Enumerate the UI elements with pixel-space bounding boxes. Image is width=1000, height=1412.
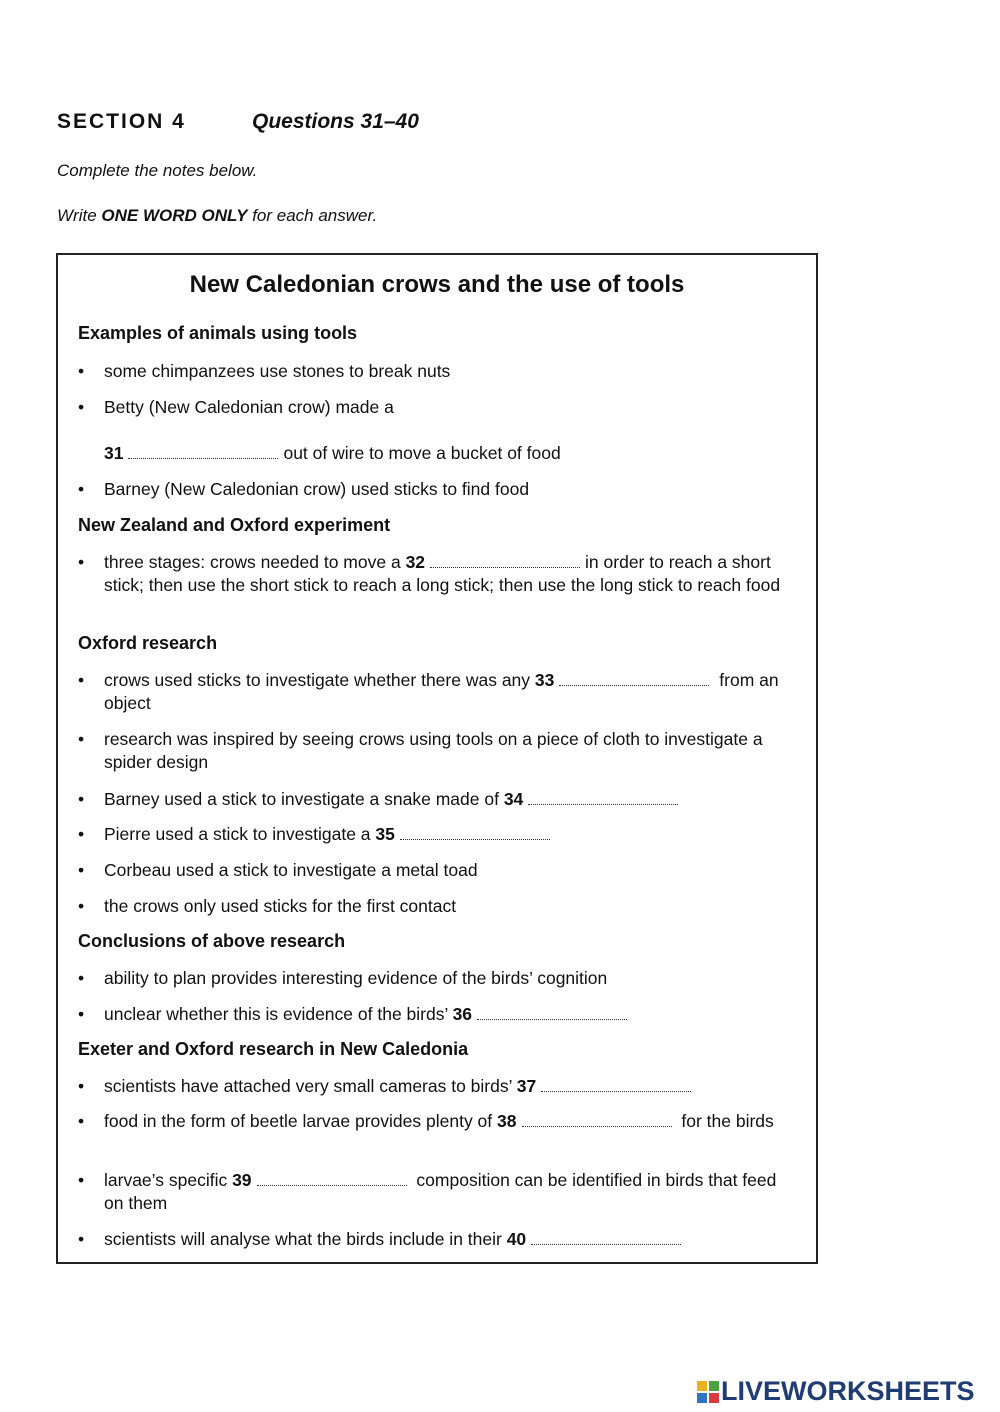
liveworksheets-logo-icon	[697, 1381, 719, 1403]
instruction-complete-notes: Complete the notes below.	[57, 161, 258, 180]
list-item-q37: • scientists have attached very small cameras to birds’ 37	[78, 1075, 793, 1098]
answer-blank-36[interactable]	[477, 1015, 627, 1020]
list-item-q38: • food in the form of beetle larvae provides plenty of 38 for the birds	[78, 1111, 774, 1131]
list-item: • the crows only used sticks for the first contact	[78, 896, 457, 916]
subheading-conclusions: Conclusions of above research	[78, 931, 346, 951]
question-number: 37	[516, 1076, 537, 1096]
answer-blank-31[interactable]	[128, 454, 278, 459]
section-heading: SECTION 4	[57, 110, 186, 133]
question-number: 33	[534, 670, 555, 690]
list-item: • ability to plan provides interesting evidence of the birds’ cognition	[78, 968, 608, 988]
list-item-q32: • three stages: crows needed to move a 32 in order to reach a short stick; then use the short stick to reach a long stick; then use the long stick to reach food	[78, 552, 781, 595]
list-item-q36: • unclear whether this is evidence of the birds’ 36	[78, 1003, 793, 1026]
list-item-q31: 31 out of wire to move a bucket of food	[104, 443, 561, 463]
instruction-word-limit: Write ONE WORD ONLY for each answer.	[57, 206, 378, 225]
subheading-nz-oxford: New Zealand and Oxford experiment	[78, 515, 391, 535]
question-number: 38	[497, 1111, 517, 1131]
list-item-q40: • scientists will analyse what the birds include in their 40	[78, 1228, 793, 1251]
question-number: 34	[503, 789, 524, 809]
logo-text: LIVEWORKSHEETS	[721, 1376, 975, 1406]
list-item: • Barney (New Caledonian crow) used sticks to find food	[78, 479, 530, 499]
list-item: • some chimpanzees use stones to break nuts	[78, 361, 451, 381]
notes-title: New Caledonian crows and the use of tools	[189, 271, 685, 298]
question-number: 36	[452, 1004, 473, 1024]
list-item: • research was inspired by seeing crows using tools on a piece of cloth to investigate a spider design	[78, 729, 763, 772]
answer-blank-32[interactable]	[430, 563, 580, 568]
liveworksheets-logo	[697, 1376, 975, 1407]
answer-blank-33[interactable]	[559, 681, 709, 686]
question-number: 39	[232, 1170, 252, 1190]
subheading-animals-tools: Examples of animals using tools	[78, 323, 358, 343]
list-item-q33: • crows used sticks to investigate whether there was any 33 from an object	[78, 670, 779, 713]
question-number: 35	[375, 824, 395, 844]
list-item: • Betty (New Caledonian crow) made a	[78, 397, 394, 417]
question-number: 31	[104, 443, 124, 463]
questions-range: Questions 31–40	[252, 110, 419, 133]
subheading-exeter-oxford: Exeter and Oxford research in New Caledonia	[78, 1039, 469, 1059]
answer-blank-38[interactable]	[522, 1122, 672, 1127]
answer-blank-37[interactable]	[541, 1087, 691, 1092]
list-item-q39: • larvae’s specific 39 composition can be identified in birds that feed on them	[78, 1170, 777, 1213]
list-item-q34: • Barney used a stick to investigate a snake made of 34	[78, 788, 793, 811]
subheading-oxford-research: Oxford research	[78, 633, 218, 653]
answer-blank-40[interactable]	[531, 1240, 681, 1245]
question-number: 40	[506, 1229, 527, 1249]
question-number: 32	[405, 552, 426, 572]
list-item: • Corbeau used a stick to investigate a metal toad	[78, 860, 478, 880]
answer-blank-35[interactable]	[400, 835, 550, 840]
answer-blank-39[interactable]	[257, 1181, 407, 1186]
notes-box	[56, 253, 818, 1264]
answer-blank-34[interactable]	[528, 800, 678, 805]
list-item-q35: • Pierre used a stick to investigate a 35	[78, 823, 793, 846]
